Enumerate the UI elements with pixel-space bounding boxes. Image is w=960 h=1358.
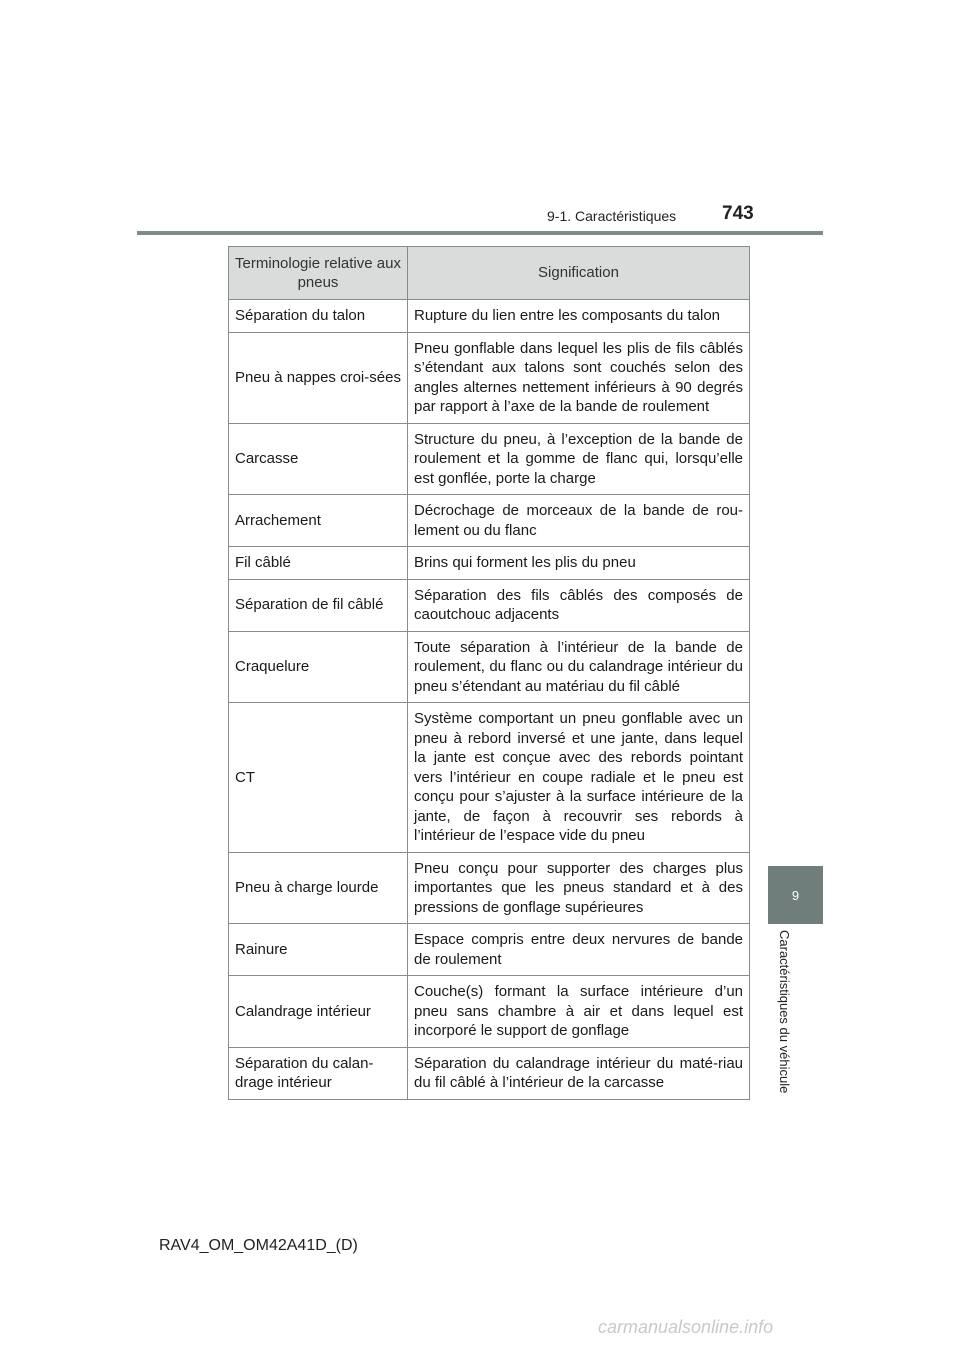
term-cell: Pneu à charge lourde — [229, 852, 408, 924]
definition-cell: Rupture du lien entre les composants du talon — [408, 300, 750, 333]
table-row — [229, 631, 750, 703]
definition-cell: Espace compris entre deux nervures de bande de roulement — [408, 924, 750, 976]
table-row — [229, 1047, 750, 1099]
table-row — [229, 852, 750, 924]
table-header-row — [229, 247, 750, 300]
term-cell: Arrachement — [229, 495, 408, 547]
definition-cell: Décrochage de morceaux de la bande de rou-lement ou du flanc — [408, 495, 750, 547]
term-cell: CT — [229, 703, 408, 853]
table-row — [229, 976, 750, 1048]
header-divider — [137, 231, 823, 235]
table-row — [229, 300, 750, 333]
definition-cell: Couche(s) formant la surface intérieure d’un pneu sans chambre à air et dans lequel est incorporé le support de gonflage — [408, 976, 750, 1048]
table-body — [229, 300, 750, 1100]
definition-cell: Système comportant un pneu gonflable avec un pneu à rebord inversé et une jante, dans lequel la jante est conçue avec des rebords pointant vers l’intérieur en coupe radiale et le pneu est conçu pour s’ajuster à la surface intérieure de la jante, de façon à recouvrir ses rebords à l’intérieur de l’espace vide du pneu — [408, 703, 750, 853]
table-row — [229, 495, 750, 547]
term-cell: Fil câblé — [229, 547, 408, 580]
column-header-term: Terminologie relative aux pneus — [229, 247, 408, 300]
chapter-tab — [768, 866, 823, 924]
definition-cell: Pneu conçu pour supporter des charges plus importantes que les pneus standard et à des pressions de gonflage supérieures — [408, 852, 750, 924]
table-row — [229, 703, 750, 853]
table-row — [229, 332, 750, 423]
definition-cell: Séparation des fils câblés des composés de caoutchouc adjacents — [408, 579, 750, 631]
term-cell: Séparation du calan-drage intérieur — [229, 1047, 408, 1099]
definition-cell: Pneu gonflable dans lequel les plis de fils câblés s’étendant aux talons sont couchés selon des angles alternes nettement inférieurs à 90 degrés par rapport à l’axe de la bande de roulement — [408, 332, 750, 423]
term-cell: Craquelure — [229, 631, 408, 703]
term-cell: Calandrage intérieur — [229, 976, 408, 1048]
chapter-number: 9 — [791, 887, 800, 903]
table-row — [229, 423, 750, 495]
definition-cell: Structure du pneu, à l’exception de la bande de roulement et la gomme de flanc qui, lorsqu’elle est gonflée, porte la charge — [408, 423, 750, 495]
definition-cell: Brins qui forment les plis du pneu — [408, 547, 750, 580]
table-row — [229, 547, 750, 580]
table-row — [229, 579, 750, 631]
section-title: 9-1. Caractéristiques — [547, 208, 677, 224]
definition-cell: Toute séparation à l’intérieur de la bande de roulement, du flanc ou du calandrage intérieur du pneu s’étendant au matériau du fil câblé — [408, 631, 750, 703]
term-cell: Séparation du talon — [229, 300, 408, 333]
term-cell: Rainure — [229, 924, 408, 976]
page-number: 743 — [722, 203, 754, 224]
watermark: carmanualsonline.info — [598, 1317, 774, 1337]
document-code: RAV4_OM_OM42A41D_(D) — [159, 1237, 358, 1254]
tire-terminology-table — [228, 246, 750, 1100]
definition-cell: Séparation du calandrage intérieur du maté-riau du fil câblé à l’intérieur de la carcasse — [408, 1047, 750, 1099]
term-cell: Séparation de fil câblé — [229, 579, 408, 631]
table-row — [229, 924, 750, 976]
term-cell: Carcasse — [229, 423, 408, 495]
column-header-meaning: Signification — [408, 247, 750, 300]
chapter-title: Caractéristiques du véhicule — [777, 930, 792, 1094]
term-cell: Pneu à nappes croi-sées — [229, 332, 408, 423]
